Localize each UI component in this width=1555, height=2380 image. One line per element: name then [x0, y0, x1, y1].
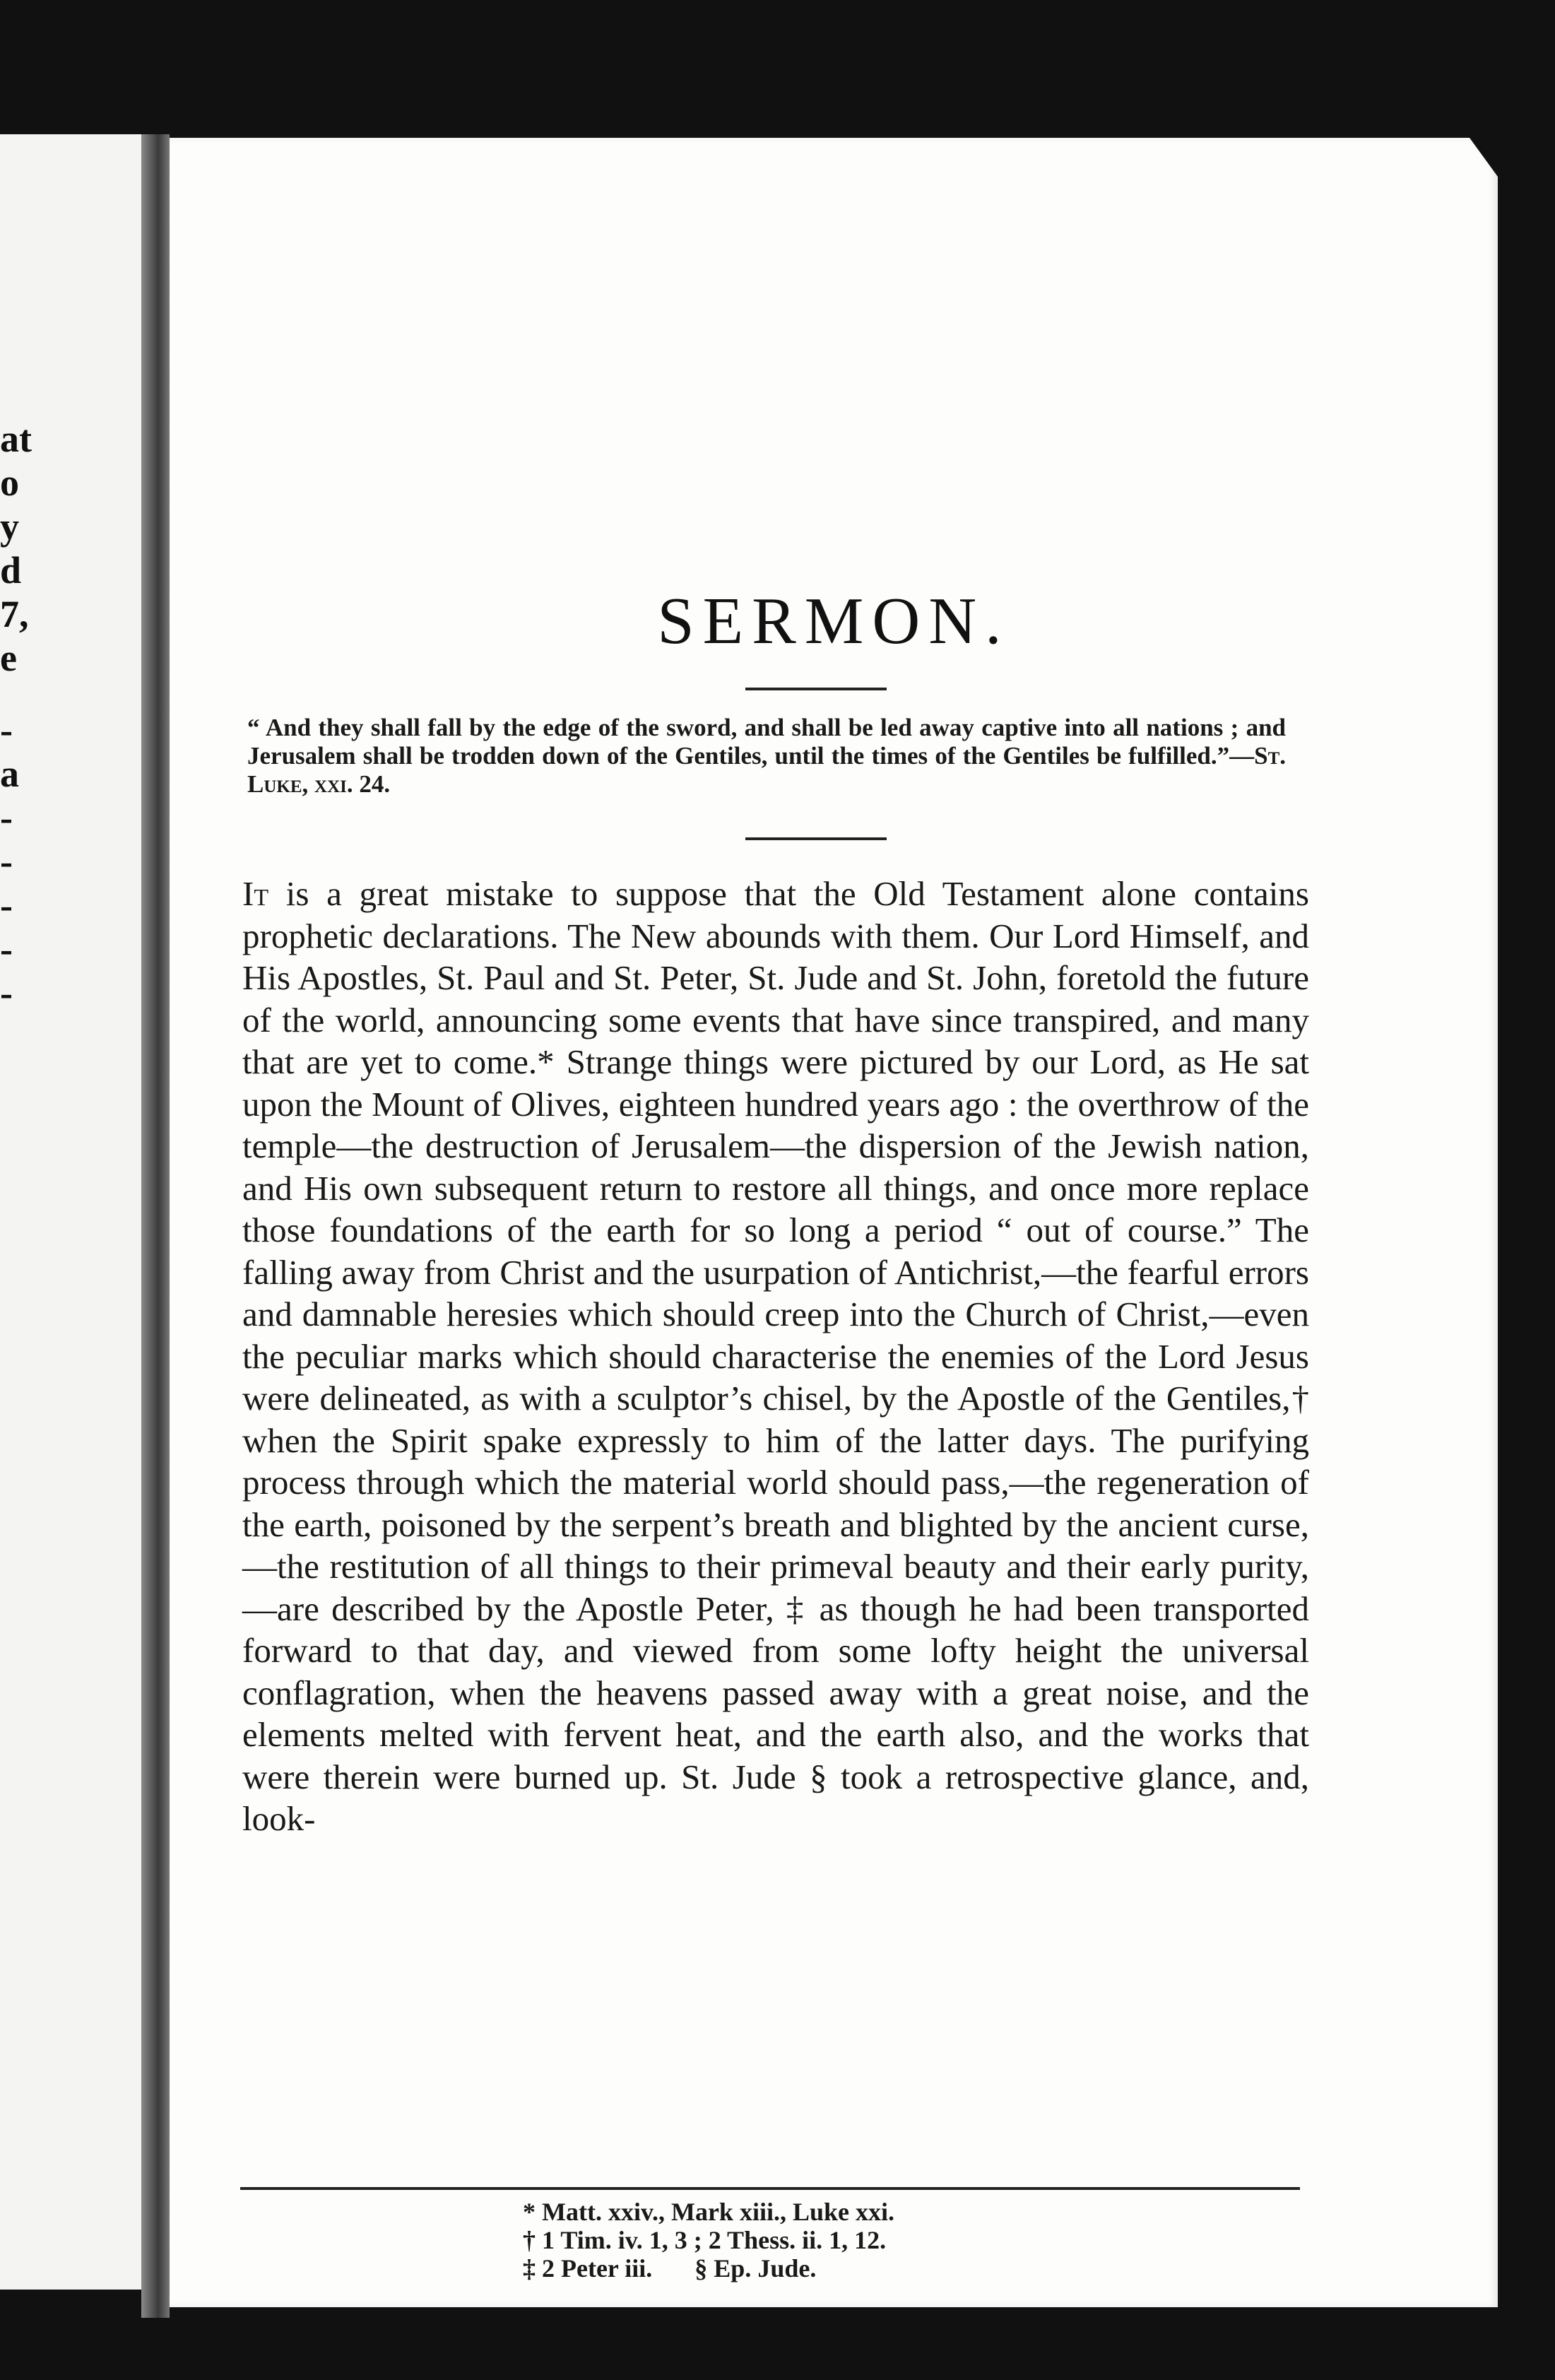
left-fragment: -: [0, 884, 13, 926]
footnote-3: [523, 2254, 1229, 2282]
left-fragment: at: [0, 418, 32, 460]
footnote-3a: ‡ 2 Peter iii.: [523, 2254, 653, 2282]
left-fragment: a: [0, 753, 19, 795]
left-page-fragment: [0, 134, 145, 2290]
left-fragment: o: [0, 461, 19, 504]
left-fragment: -: [0, 709, 13, 751]
footnote-3b: § Ep. Jude.: [694, 2254, 817, 2282]
footnote-2: † 1 Tim. iv. 1, 3 ; 2 Thess. ii. 1, 12.: [523, 2226, 887, 2254]
epigraph: [247, 714, 1286, 799]
body-lead-word: It: [242, 874, 269, 913]
page-title: SERMON.: [657, 584, 1010, 658]
body-text: is a great mistake to suppose that the Old Testament alone contains prophetic declarations. The New abounds with them. Our Lord Himself, and His Apostles, St. Paul and St. Peter, St. Jude and St. John, foretold the future of the world, announcing some events that have since transpired, and many that are yet to come.* Strange things were pictured by our Lord, as He sat upon the Mount of Olives, eighteen hundred years ago : the overthrow of the temple—the destruction of Jerusalem—the dispersion of the Jewish nation, and His own subsequent return to restore all things, and once more replace those foundations of the earth for so long a period “ out of course.” The falling away from Christ and the usurpation of Antichrist,—the fearful errors and damnable heresies which should creep into the Church of Christ,—even the peculiar marks which should characterise the enemies of the Lord Jesus were delineated, as with a sculptor’s chisel, by the Apostle of the Gentiles,† when the Spirit spake expressly to him of the latter days. The purifying process through which the material world should pass,—the regeneration of the earth, poisoned by the serpent’s breath and blighted by the ancient curse,—the restitution of all things to their primeval beauty and their early purity,—are described by the Apostle Peter, ‡ as though he had been transported forward to that day, and viewed from some lofty height the universal conflagration, when the heavens passed away with a great noise, and the elements melted with fervent heat, and the earth also, and the works that were therein were burned up. St. Jude § took a retrospective glance, and, look-: [242, 874, 1309, 1838]
left-fragment: d: [0, 549, 22, 591]
epigraph-rule: [745, 837, 887, 840]
epigraph-text: “ And they shall fall by the edge of the sword, and shall be led away captive into all nations ; and Jerusalem shall be trodden down of the Gentiles, until the times of the Gentiles be fulfilled.”—: [247, 714, 1286, 770]
footnote-rule: [240, 2187, 1300, 2190]
left-fragment: -: [0, 928, 13, 970]
left-fragment: -: [0, 840, 13, 883]
left-page-text-fragments: [0, 417, 42, 1015]
book-spine: [141, 134, 170, 2318]
left-fragment: -: [0, 796, 13, 839]
footnote-1: * Matt. xxiv., Mark xiii., Luke xxi.: [523, 2198, 894, 2226]
left-fragment: e: [0, 637, 17, 679]
footnotes: [523, 2198, 1229, 2282]
book-page: [170, 138, 1498, 2307]
left-fragment: y: [0, 505, 19, 548]
title-rule: [745, 688, 887, 690]
page-corner: [1470, 138, 1498, 177]
left-fragment: 7,: [0, 593, 29, 635]
sermon-body: [242, 873, 1309, 1840]
left-fragment: -: [0, 972, 13, 1014]
epigraph-reference: St. Luke, xxi. 24.: [247, 742, 1286, 798]
